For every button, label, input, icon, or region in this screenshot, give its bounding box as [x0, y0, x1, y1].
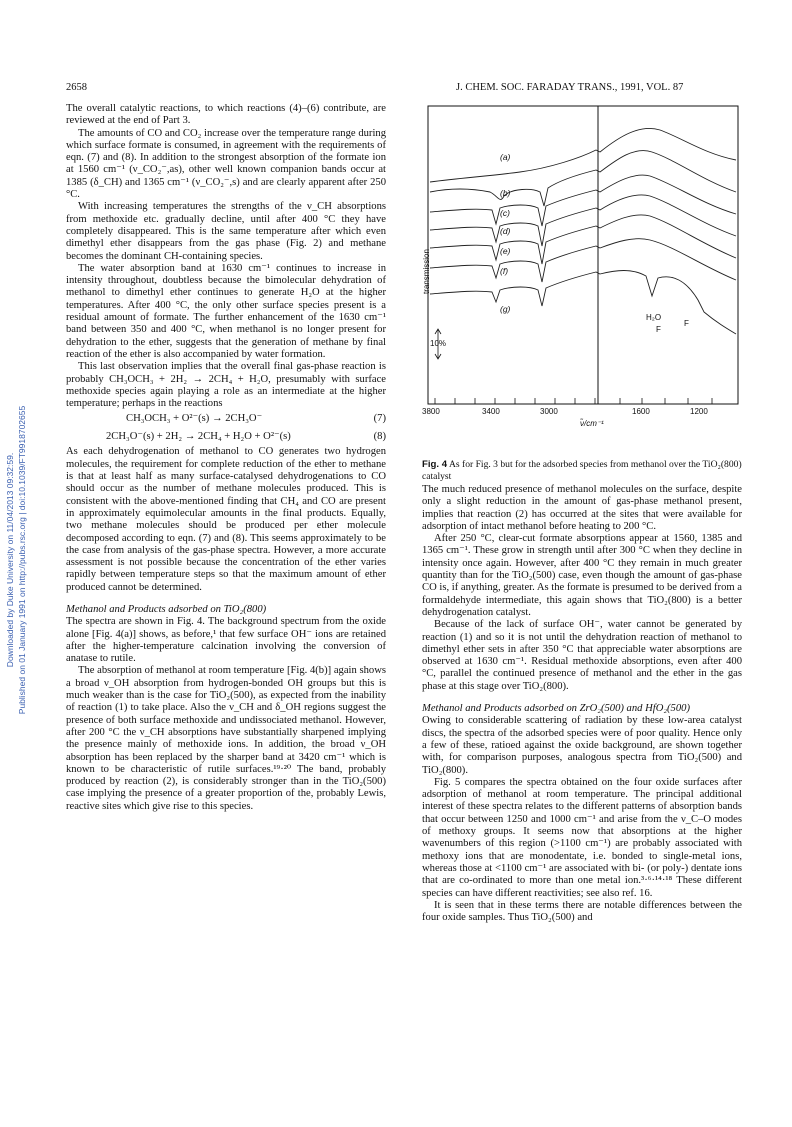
label-d: (d) [500, 226, 511, 236]
label-f: (f) [500, 266, 509, 276]
x-axis-unit: ν̃/cm⁻¹ [580, 419, 604, 428]
spectrum-g [430, 271, 736, 335]
tick-3000: 3000 [540, 407, 558, 416]
tick-1200: 1200 [690, 407, 708, 416]
caption-text: As for Fig. 3 but for the adsorbed species from methanol over the TiO₂(800) catalyst [422, 459, 742, 482]
paragraph: With increasing temperatures the strengths of the ν_CH absorptions from methoxide etc. gradually decline, until after 400 °C they have completely disappeared. This is the same temperature after which even dimethyl ether disappears from the gas phase (Fig. 2) and methane becomes the dominant CH-containing species. [66, 201, 386, 262]
plot-frame [428, 106, 738, 404]
equation-number: (8) [373, 431, 386, 443]
right-column [422, 484, 742, 924]
paragraph: It is seen that in these terms there are notable differences between the four oxide samples. Thus TiO₂(500) and [422, 899, 742, 924]
paragraph: Fig. 5 compares the spectra obtained on the four oxide surfaces after adsorption of methanol at room temperature. The principal additional interest of these spectra relates to the different patterns of absorption bands that occur between 1250 and 1000 cm⁻¹ and arise from the ν_C–O modes of methoxy groups. It seems now that absorptions at the higher wavenumbers of this region (>1100 cm⁻¹) are probably associated with methoxy ions that are monodentate, i.e. bonded to single-metal ions, whereas those at <1100 cm⁻¹ are associated with bi- (or poly-) dentate ions that are co-ordinated to more than one metal ion.³·⁶·¹⁴·¹⁸ These different species can have different reactivities; see also ref. 16. [422, 776, 742, 899]
paragraph: The water absorption band at 1630 cm⁻¹ continues to increase in intensity throughout, doubtless because the bimolecular dehydration of methanol to dimethyl ether continues to generate H₂O at the higher temperatures. After 400 °C, the only other surface species present is a residual amount of formate. The further enhancement of the 1630 cm⁻¹ band between 350 and 400 °C, when methanol is no longer present for dehydration to the ether, suggests that the generation of methane by final reaction of the ether is also accompanied by water formation. [66, 262, 386, 360]
paragraph: The spectra are shown in Fig. 4. The background spectrum from the oxide alone [Fig. 4(a)] shows, as before,¹ that few surface OH⁻ ions are retained after the higher-temperature calcination involving the conversion of anatase to rutile. [66, 616, 386, 665]
publication-notice[interactable]: Published on 01 January 1991 on http://pubs.rsc.org | doi:10.1039/FT9918702655 [17, 405, 27, 715]
label-b: (b) [500, 188, 511, 198]
label-g: (g) [500, 304, 511, 314]
x-axis-ticks [435, 398, 712, 404]
scale-label: 10% [430, 339, 447, 348]
spectrum-c [430, 175, 736, 226]
paragraph: After 250 °C, clear-cut formate absorptions appear at 1560, 1385 and 1365 cm⁻¹. These grow in strength until after 300 °C when they decline in intensity once again. However, after 400 °C they remain in much greater quantity than for the TiO₂(500) case, even though the amount of gas-phase CO is, if anything, greater. As the formate is presumed to be derived from a formaldehyde intermediate, this again shows that TiO₂(800) is a better dehydrogenation catalyst. [422, 533, 742, 618]
equation-7 [66, 410, 386, 428]
paragraph: As each dehydrogenation of methanol to CO generates two hydrogen molecules, the requirement for complete reduction of the ether to methane is that at least half as many surface-catalysed dehydrogenations to CO should occur as the number of methane molecules produced. This is consistent with the above-mentioned finding that CH₄ and CO are present in approximately equimolecular amounts in the final products. Equally, two methane molecules should be produced per ether molecule decomposed according to eqn. (7) and (8). This seems approximately to be the case from analysis of the gas-phase spectra. However, a more accurate assessment is not possible because the concentration of the ether varies rapidly between temperature steps so that the maximum amount of ether produced cannot be determined. [66, 446, 386, 593]
paragraph: The amounts of CO and CO₂ increase over the temperature range during which surface formate is consumed, in agreement with the requirements of eqn. (7) and (8). In addition to the strongest absorption of the formate ion at 1560 cm⁻¹ (ν_CO₂⁻,as), other well known companion bands occur at 1385 (δ_CH) and 1365 cm⁻¹ (ν_CO₂⁻,s) and are clearly apparent after 250 °C. [66, 127, 386, 201]
figure-caption [422, 459, 742, 482]
download-notice: Downloaded by Duke University on 11/04/2013 09:32:59. [5, 452, 15, 668]
paragraph: Because of the lack of surface OH⁻, water cannot be generated by reaction (1) and so it is not until the dehydration reaction of methanol to dimethyl ether sets in after 350 °C that appreciable water absorptions are observed at 1630 cm⁻¹. Residual methoxide absorptions, even after 400 °C, parallel the continued presence of methanol and the ether in the gas phase at this stage over TiO₂(800). [422, 619, 742, 692]
left-column [66, 103, 386, 813]
paragraph: This last observation implies that the overall final gas-phase reaction is probably CH₃OCH₃ + 2H₂ → 2CH₄ + H₂O, presumably with surface methoxide species again playing a role as an intermediate at the higher temperature; perhaps in the reactions [66, 361, 386, 410]
section-heading: Methanol and Products adsorbed on ZrO₂(500) and HfO₂(500) [422, 703, 690, 715]
spectrum-b [430, 151, 736, 206]
h2o-label: H₂O [646, 313, 662, 322]
f-label-2: F [684, 319, 689, 328]
tick-1600: 1600 [632, 407, 650, 416]
label-a: (a) [500, 152, 511, 162]
f-label-1: F [656, 325, 661, 334]
paragraph: The overall catalytic reactions, to which reactions (4)–(6) contribute, are reviewed at the end of Part 3. [66, 103, 386, 127]
label-c: (c) [500, 208, 510, 218]
journal-header: J. CHEM. SOC. FARADAY TRANS., 1991, VOL. 87 [456, 82, 684, 93]
equation-number: (7) [373, 413, 386, 425]
equation-text: CH₃OCH₃ + O²⁻(s) → 2CH₃O⁻ [126, 413, 263, 425]
equation-text: 2CH₃O⁻(s) + 2H₂ → 2CH₄ + H₂O + O²⁻(s) [106, 431, 291, 443]
spectrum-d [430, 195, 736, 246]
section-heading: Methanol and Products adsorbed on TiO₂(800) [66, 603, 267, 615]
tick-3800: 3800 [422, 407, 440, 416]
page-number: 2658 [66, 82, 87, 93]
paragraph: Owing to considerable scattering of radiation by these low-area catalyst discs, the spectra of the adsorbed species were of poor quality. Hence only a few of these, ratioed against the oxide background, are shown together with, for comparison purposes, analogous spectra from TiO₂(500) and TiO₂(800). [422, 715, 742, 776]
paragraph: The much reduced presence of methanol molecules on the surface, despite only a slight reduction in the amount of gas-phase methanol present, implies that reaction (2) has occurred at the sites that were available for adsorption of intact methanol before heating to 200 °C. [422, 484, 742, 532]
equation-8 [66, 428, 386, 446]
caption-label: Fig. 4 [422, 459, 448, 470]
spectrum-e [430, 215, 736, 264]
figure-4-ir-spectra [420, 96, 750, 441]
y-axis-label: transmission [422, 249, 431, 294]
paragraph: The absorption of methanol at room temperature [Fig. 4(b)] again shows a broad ν_OH absorption from hydrogen-bonded OH groups but this is much weaker than is the case for TiO₂(500), as expected from the inability of reaction (1) to take place. Also the ν_CH and δ_OH regions suggest the presence of both surface methoxide and undissociated methanol. However, after 200 °C the ν_CH absorptions have substantially sharpened implying the presence mainly of methoxide ions. In addition, the broad ν_OH absorption has been replaced by the sharper band at 3420 cm⁻¹ which is known to be characteristic of rutile surfaces.¹⁹·²⁰ The band, probably produced by reaction (2), is considerably stronger than in the TiO₂(500) case implying the presence of a greater proportion of the, probably Lewis, reactive sites which give rise to this species. [66, 665, 386, 812]
tick-3400: 3400 [482, 407, 500, 416]
label-e: (e) [500, 246, 511, 256]
